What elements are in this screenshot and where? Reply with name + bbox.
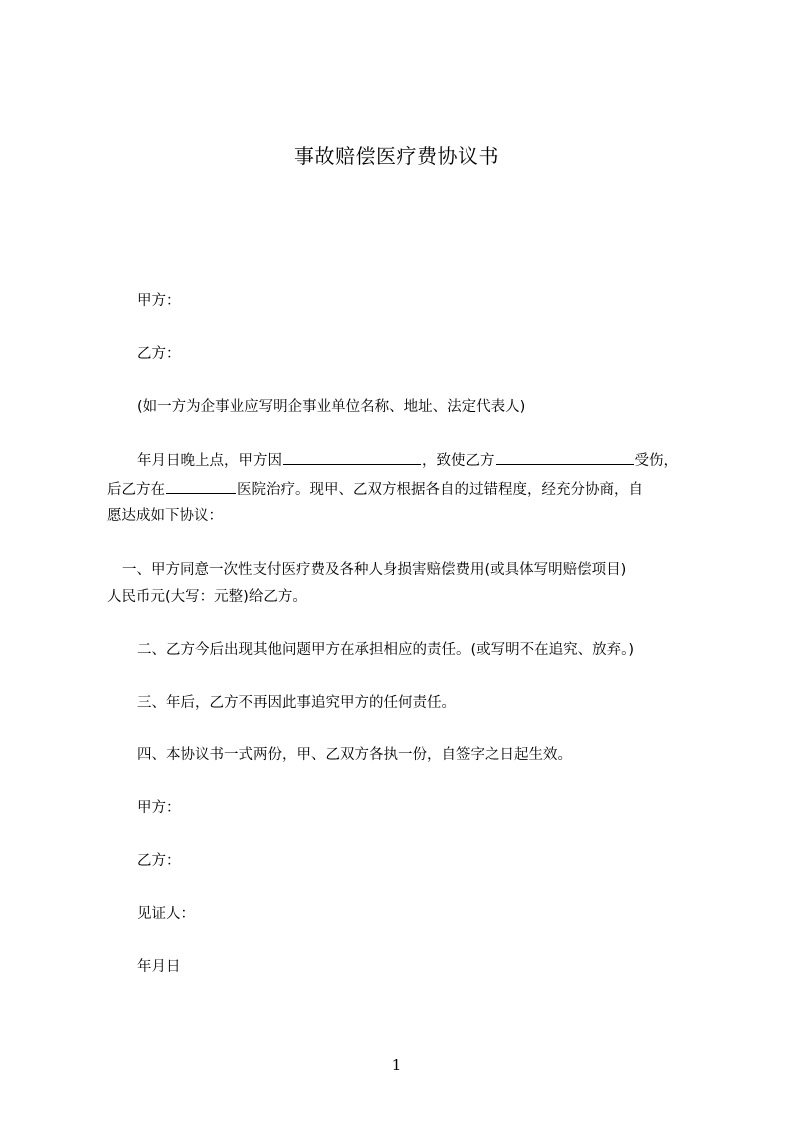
- accident-paragraph-line-3: 愿达成如下协议：: [107, 508, 223, 524]
- clause-1-line-2: 人民币元(大写：元整)给乙方。: [107, 589, 307, 605]
- document-title: 事故赔偿医疗费协议书: [294, 144, 499, 168]
- signature-party-b: 乙方：: [137, 853, 181, 869]
- hospital-text-end: 医院治疗。现甲、乙双方根据各自的过错程度，经充分协商，自: [237, 482, 643, 498]
- accident-text-mid: ，致使乙方: [422, 453, 495, 469]
- entity-note: (如一方为企事业应写明企事业单位名称、地址、法定代表人): [137, 399, 526, 415]
- accident-paragraph-line-2: [107, 479, 643, 500]
- signature-witness: 见证人：: [137, 906, 195, 922]
- page-number: 1: [391, 1056, 402, 1074]
- party-a-label: 甲方：: [137, 293, 181, 309]
- clause-4: 四、本协议书一式两份，甲、乙双方各执一份，自签字之日起生效。: [137, 747, 572, 763]
- accident-cause-blank: [283, 450, 421, 465]
- hospital-text-start: 后乙方在: [107, 482, 165, 498]
- hospital-blank: [166, 479, 236, 494]
- clause-2: 二、乙方今后出现其他问题甲方在承担相应的责任。(或写明不在追究、放弃。): [137, 642, 635, 658]
- clause-3: 三、年后，乙方不再因此事追究甲方的任何责任。: [137, 695, 456, 711]
- injury-blank: [496, 450, 634, 465]
- signature-party-a: 甲方：: [137, 800, 181, 816]
- accident-paragraph-line-1: [137, 450, 678, 471]
- signature-date: 年月日: [137, 959, 181, 975]
- clause-1-line-1: 一、甲方同意一次性支付医疗费及各种人身损害赔偿费用(或具体写明赔偿项目): [122, 562, 627, 578]
- accident-text-start: 年月日晚上点，甲方因: [137, 453, 282, 469]
- party-b-label: 乙方：: [137, 346, 181, 362]
- accident-text-end: 受伤，: [634, 453, 678, 469]
